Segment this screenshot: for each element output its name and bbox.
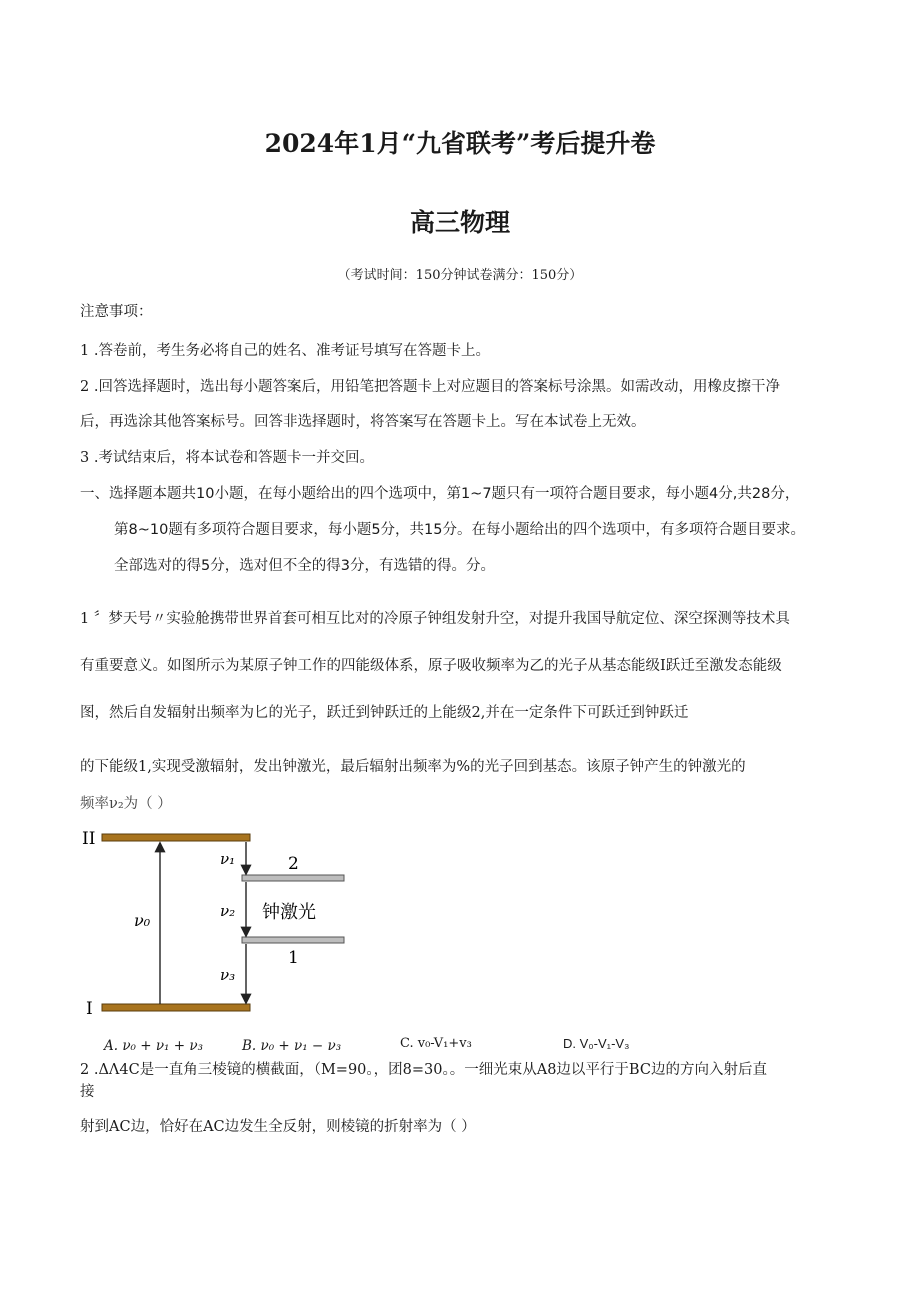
notice-item-2-line-1: 2 .回答选择题时，选出每小题答案后，用铅笔把答题卡上对应题目的答案标号涂黑。如需改动，用橡皮擦干净 <box>80 379 780 395</box>
q2-line-2: 接 <box>80 1084 95 1100</box>
page-subtitle: 高三物理 <box>409 208 510 237</box>
nu1-label: ν₁ <box>220 850 236 868</box>
energy-level-diagram <box>80 822 370 1027</box>
q2-line-1: 2 .ΔΛ4C是一直角三棱镜的横截面，（M=90。，团8=30。。一细光束从A8边以平行于BC边的方向入射后直 <box>80 1062 767 1078</box>
page-title: 2024年1月“九省联考”考后提升卷 <box>264 129 656 158</box>
q1-line-2: 有重要意义。如图所示为某原子钟工作的四能级体系，原子吸收频率为乙的光子从基态能级I跃迁至激发态能级 <box>80 658 782 674</box>
nu0-label: ν₀ <box>134 911 151 930</box>
q1-option-c[interactable]: C. v₀-V₁+v₃ <box>400 1036 472 1051</box>
clock-laser-label: 钟激光 <box>262 902 316 923</box>
notice-item-2-line-2: 后，再选涂其他答案标号。回答非选择题时，将答案写在答题卡上。写在本试卷上无效。 <box>80 414 646 430</box>
level-2-bar <box>242 875 344 881</box>
notice-item-1: 1 .答卷前，考生务必将自己的姓名、准考证号填写在答题卡上。 <box>80 343 490 359</box>
level-II-label: II <box>82 829 96 849</box>
q1-option-b[interactable]: B. ν₀ + ν₁ − ν₃ <box>242 1038 342 1054</box>
q1-line-5: 频率ν₂为（ ） <box>80 796 172 812</box>
section1-line-3: 全部选对的得5分，选对但不全的得3分，有选错的得。分。 <box>114 558 495 574</box>
level-II-bar <box>102 834 250 841</box>
q1-line-1: 1 〞梦天号〃实验舱携带世界首套可相互比对的冷原子钟组发射升空，对提升我国导航定位、深空探测等技术具 <box>80 611 790 627</box>
level-1-label: 1 <box>288 948 299 968</box>
exam-info: （考试时间：150分钟试卷满分：150分） <box>337 268 583 283</box>
nu3-label: ν₃ <box>220 966 236 984</box>
level-2-label: 2 <box>288 854 299 874</box>
section1-line-2: 第8~10题有多项符合题目要求，每小题5分，共15分。在每小题给出的四个选项中，有多项符合题目要求。 <box>114 522 805 538</box>
notice-heading: 注意事项： <box>80 304 153 320</box>
q1-line-3: 图，然后自发辐射出频率为匕的光子，跃迁到钟跃迁的上能级2,并在一定条件下可跃迁到钟跃迁 <box>80 705 689 721</box>
q1-option-a[interactable]: A. ν₀ + ν₁ + ν₃ <box>104 1038 203 1054</box>
q2-line-3: 射到AC边，恰好在AC边发生全反射，则棱镜的折射率为（ ） <box>80 1119 476 1135</box>
nu2-label: ν₂ <box>220 902 236 920</box>
notice-item-3: 3 .考试结束后，将本试卷和答题卡一并交回。 <box>80 450 374 466</box>
q1-option-d[interactable]: D. V₀-V₁-V₃ <box>563 1036 630 1051</box>
section1-line-1: 一、选择题本题共10小题，在每小题给出的四个选项中，第1~7题只有一项符合题目要求，每小题4分,共28分， <box>80 486 800 502</box>
level-I-label: I <box>86 999 93 1019</box>
q1-line-4: 的下能级1,实现受激辐射，发出钟激光，最后辐射出频率为%的光子回到基态。该原子钟产生的钟激光的 <box>80 759 746 775</box>
level-1-bar <box>242 937 344 943</box>
level-I-bar <box>102 1004 250 1011</box>
